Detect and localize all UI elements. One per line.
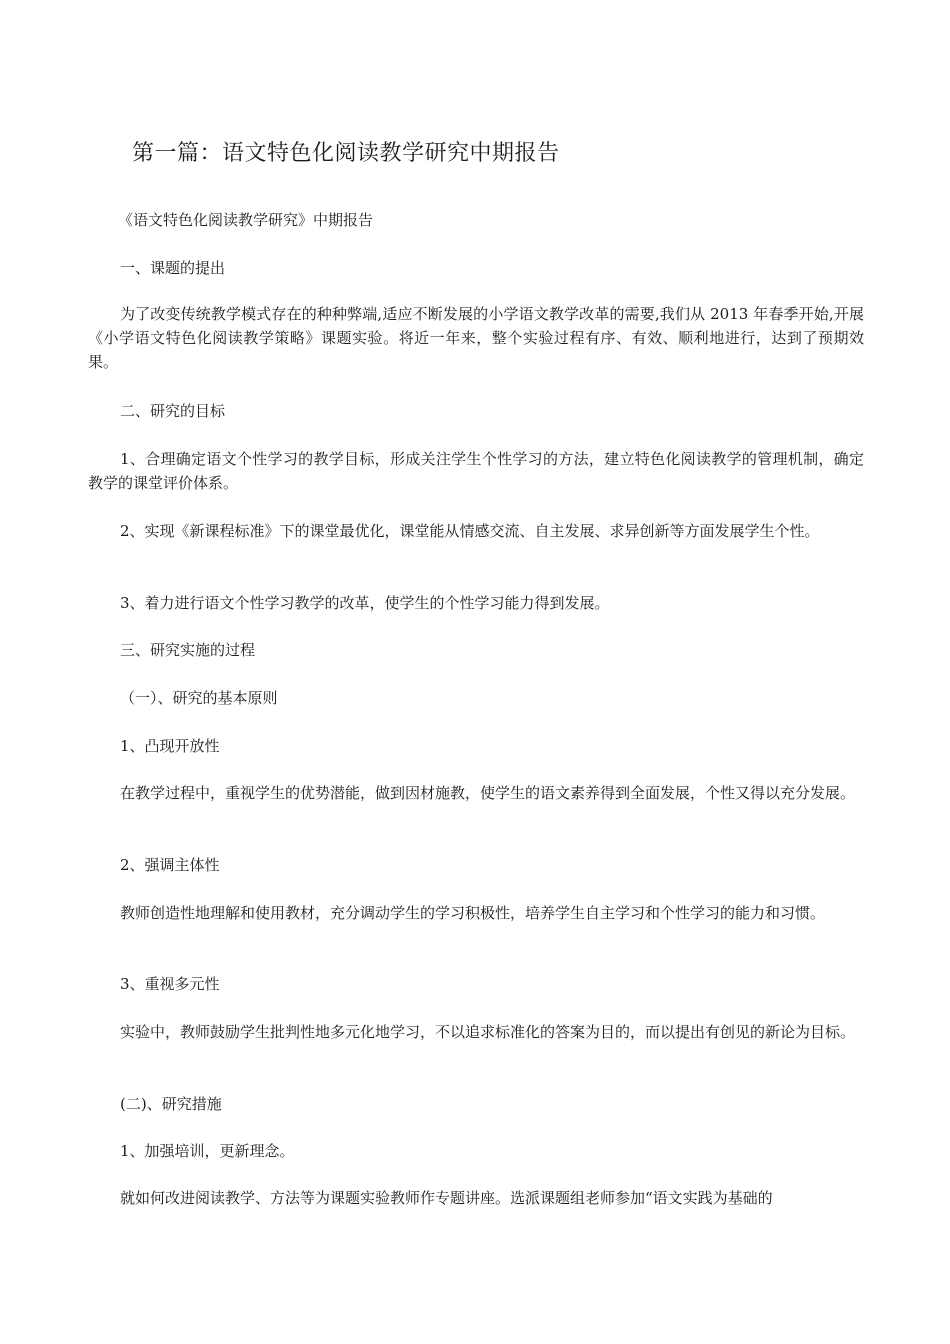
section-heading-3: 三、研究实施的过程 — [120, 641, 256, 659]
subsection-heading-1: （一）、研究的基本原则 — [120, 689, 278, 707]
measure-1-heading: 1、加强培训，更新理念。 — [120, 1142, 295, 1160]
principle-3-paragraph: 实验中，教师鼓励学生批判性地多元化地学习，不以追求标准化的答案为目的，而以提出有创见的新论为目标。 — [120, 1023, 856, 1041]
report-subtitle: 《语文特色化阅读教学研究》中期报告 — [118, 211, 374, 229]
principle-1-paragraph: 在教学过程中，重视学生的优势潜能，做到因材施教，使学生的语文素养得到全面发展，个性又得以充分发展。 — [120, 784, 856, 802]
goal-3-paragraph: 3、着力进行语文个性学习教学的改革，使学生的个性学习能力得到发展。 — [120, 594, 610, 612]
goal-2-paragraph: 2、实现《新课程标准》下的课堂最优化，课堂能从情感交流、自主发展、求异创新等方面发展学生个性。 — [120, 522, 820, 540]
principle-3-heading: 3、重视多元性 — [120, 975, 220, 993]
measure-1-paragraph: 就如何改进阅读教学、方法等为课题实验教师作专题讲座。选派课题组老师参加“语文实践为基础的 — [120, 1189, 773, 1207]
section-heading-2: 二、研究的目标 — [120, 402, 226, 420]
principle-2-heading: 2、强调主体性 — [120, 856, 220, 874]
section-1-paragraph: 为了改变传统教学模式存在的种种弊端,适应不断发展的小学语文教学改革的需要,我们从 2013 年春季开始,开展《小学语文特色化阅读教学策略》课题实验。将近一年来，整个实验过程有序、有效、顺利地进行，达到了预期效果。 — [88, 305, 864, 371]
document-title: 第一篇：语文特色化阅读教学研究中期报告 — [132, 141, 560, 166]
goal-1-paragraph: 1、合理确定语文个性学习的教学目标，形成关注学生个性学习的方法，建立特色化阅读教学的管理机制，确定教学的课堂评价体系。 — [88, 450, 864, 492]
section-heading-1: 一、课题的提出 — [120, 259, 226, 277]
subsection-heading-2: (二)、研究措施 — [120, 1095, 222, 1113]
principle-1-heading: 1、凸现开放性 — [120, 737, 220, 755]
principle-2-paragraph: 教师创造性地理解和使用教材，充分调动学生的学习积极性，培养学生自主学习和个性学习的能力和习惯。 — [120, 904, 826, 922]
